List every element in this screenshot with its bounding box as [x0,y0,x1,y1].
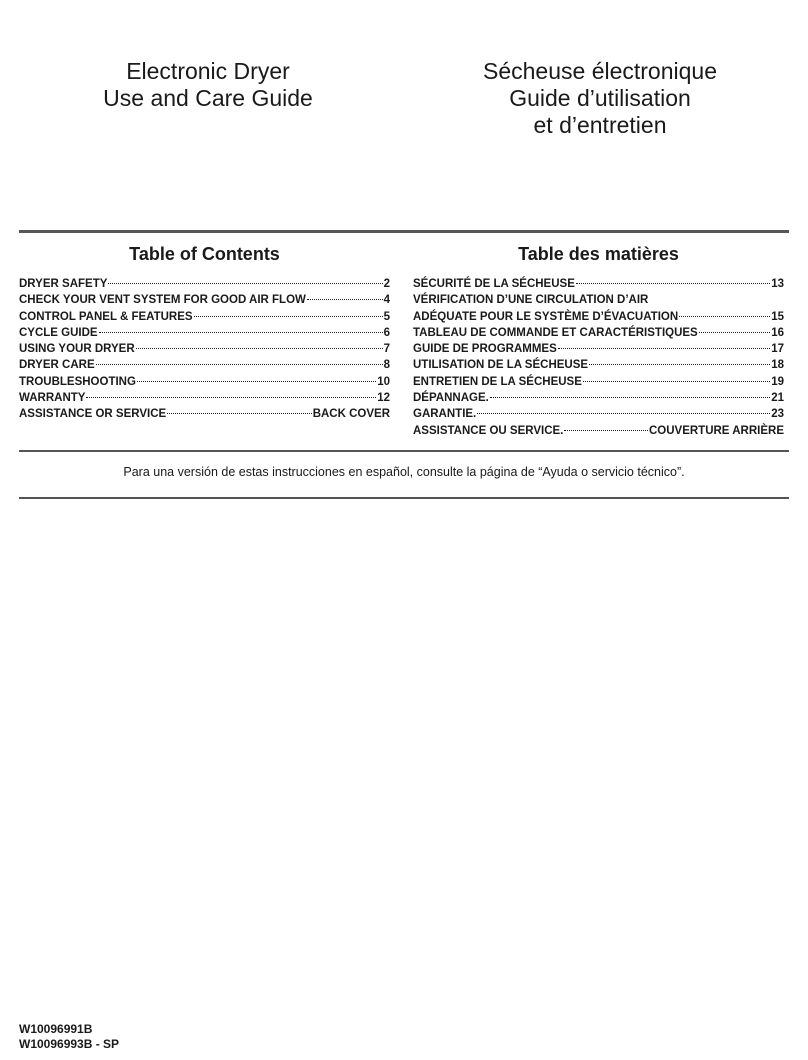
toc-item[interactable] [19,325,390,341]
document-codes [19,1022,119,1051]
toc-item[interactable] [19,357,390,373]
toc-item-page: 6 [383,326,390,339]
dot-leader [699,332,770,333]
toc-item-page: 7 [383,343,390,356]
toc-item-page: 15 [771,310,784,323]
document-code: W10096993B - SP [19,1036,120,1051]
dot-leader [137,381,376,382]
toc-item[interactable] [19,374,390,390]
dot-leader [96,364,383,365]
toc-item-label: ADÉQUATE POUR LE SYSTÈME D’ÉVACUATION [413,310,679,323]
toc-item-page: 5 [383,310,390,323]
toc-item-label: ENTRETIEN DE LA SÉCHEUSE [413,375,582,388]
toc-item[interactable] [413,357,784,373]
toc-item-label: USING YOUR DRYER [19,343,135,356]
toc-item-label: SÉCURITÉ DE LA SÉCHEUSE [413,278,575,290]
dot-leader [564,430,648,431]
toc-item-label: GUIDE DE PROGRAMMES [413,343,557,356]
toc-item[interactable] [413,292,784,308]
english-title-line: Use and Care Guide [103,85,313,111]
toc-item-label: DÉPANNAGE. [413,392,489,405]
toc-item-page: 4 [383,294,390,307]
dot-leader [86,397,376,398]
bottom-divider [19,497,789,499]
spanish-version-note: Para una versión de estas instrucciones en español, consulte la página de “Ayuda o servicio técnico”. [123,465,685,479]
toc-item[interactable] [413,276,784,292]
toc-item[interactable] [413,309,784,325]
toc-item-page: COUVERTURE ARRIÈRE [648,424,784,437]
toc-item[interactable] [19,292,390,308]
toc-french [413,242,784,439]
english-title-line: Electronic Dryer [126,58,290,84]
toc-item[interactable] [413,390,784,406]
toc-item-label: TROUBLESHOOTING [19,375,136,388]
toc-item-page: 2 [383,278,390,290]
toc-item-label: DRYER SAFETY [19,278,108,290]
toc-item[interactable] [19,276,390,292]
toc-item[interactable] [19,341,390,357]
toc-item-page: 17 [771,343,784,356]
french-title [410,58,790,139]
dot-leader [194,316,383,317]
dot-leader [167,413,312,414]
french-title-line: Guide d’utilisation [509,85,691,111]
toc-english-heading: Table of Contents [129,244,280,264]
top-divider [19,230,789,233]
toc-item[interactable] [413,341,784,357]
dot-leader [576,283,770,284]
toc-french-heading: Table des matières [518,244,679,264]
toc-item-label: CHECK YOUR VENT SYSTEM FOR GOOD AIR FLOW [19,294,306,307]
toc-item-label: TABLEAU DE COMMANDE ET CARACTÉRISTIQUES [413,326,698,339]
dot-leader [589,364,770,365]
french-title-line: Sécheuse électronique [483,58,717,84]
toc-item-page: BACK COVER [312,408,390,421]
middle-divider [19,450,789,452]
toc-item[interactable] [19,406,390,422]
toc-item[interactable] [413,374,784,390]
toc-english [19,242,390,423]
toc-item-page: 10 [377,375,390,388]
toc-item-page: 12 [377,392,390,405]
toc-item-label: VÉRIFICATION D’UNE CIRCULATION D’AIR [413,294,649,307]
dot-leader [108,283,382,284]
dot-leader [490,397,770,398]
toc-item-label: CYCLE GUIDE [19,326,98,339]
toc-item-page: 21 [771,392,784,405]
dot-leader [583,381,770,382]
toc-item-label: GARANTIE. [413,408,477,421]
toc-item[interactable] [413,406,784,422]
toc-item[interactable] [413,423,784,439]
dot-leader [558,348,770,349]
toc-item[interactable] [413,325,784,341]
dot-leader [136,348,383,349]
french-title-line: et d’entretien [533,112,667,138]
toc-item-label: WARRANTY [19,392,86,405]
dot-leader [307,299,383,300]
toc-item-page: 16 [771,326,784,339]
toc-item-page: 19 [771,375,784,388]
toc-item-label: CONTROL PANEL & FEATURES [19,310,193,323]
toc-item[interactable] [19,390,390,406]
dot-leader [477,413,770,414]
document-code: W10096991B [19,1022,93,1036]
toc-french-list [413,276,784,439]
toc-item-label: ASSISTANCE OU SERVICE. [413,424,564,437]
title-block [0,58,808,148]
dot-leader [99,332,383,333]
toc-item-label: ASSISTANCE OR SERVICE [19,408,167,421]
toc-item-label: UTILISATION DE LA SÉCHEUSE [413,359,589,372]
toc-item-page: 18 [771,359,784,372]
toc-item-page: 8 [383,359,390,372]
toc-english-list [19,276,390,423]
english-title [18,58,398,112]
toc-item-label: DRYER CARE [19,359,95,372]
toc-item-page: 13 [771,278,784,290]
toc-item-page: 23 [771,408,784,421]
dot-leader [679,316,770,317]
toc-item[interactable] [19,309,390,325]
